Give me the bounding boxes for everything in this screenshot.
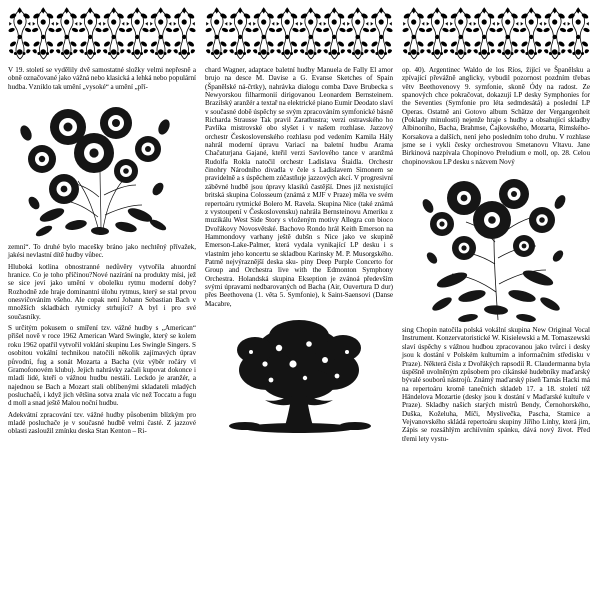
- floral-ornament-band: [205, 6, 393, 62]
- engraved-flower-bouquet: [8, 97, 196, 237]
- floral-ornament-band: [8, 6, 196, 62]
- paragraph: chard Wagner, adaptace baletní hudby Manuela de Fally El amor brujo na desce M. Davise a G. Evanse Sketches of Spain (Španělské ná-črtky), nahrávka dialogu comba Dave Brubecka s Newyorskou filharmonií dirigovanou Leonardem Bernsteinem. Brazilský aranžér a textař na elektrické piano Eumir Deodato slaví v současné době úspěchy se svým zpracováním symfonické básně Richarda Strausse Tak pravil Zarathustra; verzi ostravského ho Pavlíka mistrovské obo slyšet i v našem rozhlase. Jazzový orchestr Československého rozhlasu pod vedením Kamila Hály nahrál moderní úpravu Variací na baletní hudbu Arama Chačaturjana Gajané, kteřil verzi Savlového tance v aranžmá Rudolfa Rokla natočil orchestr Ladislava Štaidla. Orchestr činohry Národního divadla v čele s Ladislavem Simonem se pravidelně a s úspěchem zúčastňuje jazzových akcí. V progresivní záběvné hudbě jsou úpravy klasiků častější. Dnes již nexistující britská skupina Colosseum (známá z MJF v Praze) měla ve svém repertoáru rytmické Bolero M. Ravela. Skupina Nice (také známá z vystoupení v Československu) nahrála Bernsteinovu Ameriku z muzikálu West Side Story s vloženým motivy Allegra con bioco Dvořákovy Novosvětské. Bachovo Rondo hrál Keith Emerson na Hammondovy varhany ještě dubšn s Nice jako ve skupině Emerson-Lake-Palmer, která vydala vynikající LP desku i s vlastním jeho koncertu se skladbou Karinsky M. P. Musorgského. Patrně nejvýraznější deska sku- piny Deep Purple Concerto for Group and Orchestra live with the Edmonton Symphony Orchestra. Holandská skupina Ekseption je zvánoá především svými úpravami nedbarovaných od Bacha (Air, Ouvertura D dur) přes Beethovena (1. věta 5. Symfonie), k Saint-Saensovi (Danse Macabre,: [205, 66, 393, 308]
- paragraph: Hluboká kotlina obnostranné nedůvěry vytvořila ahuordní hranice. Co je toho příčinou?Nové nazírání na produkty mísi, jež se sice jeví jako umění v obolelku rytmu moderní doby? Rozhodně zde hraje dominantní úlohu rytmus, který se stal prvou onesvičováním všeho. Ale copak není Johann Sebastian Bach v množších skladbách rytmicky strhující? A byl i pro své současníky.: [8, 262, 196, 321]
- right-column: [402, 6, 590, 596]
- paragraph: S určitým pokusem o smíření tzv. vážné hudby s „American“ přišel nově v roce 1962 American Ward Swingle, který se kolem roku 1962 opatřil vytvořil voklání skupinu Les Swingle Singers. S osobitou vokální technikou natočili několik zajímavých úprav původní, fug a sonát Mozarta a Bacha (viz výběr ročáry vl Gramofonovém klubu). Jejich nahrávky začali kupovat dokonce i mladí lidé, kteří o vážnou hudbu nestáli. Leckdo je aranžér, a najednou se Bach a Mozart stali oblíbenými skladateli mladých posluchačů, i když jich většina sotva znala víc než Toccatu a fugu d moll a snad ještě Malou noční hudbu.: [8, 324, 196, 408]
- paragraph: V 19. století se vydělily dvě samostatné složky velmi nepřesně a obně označované jako vážná nebo klasická a lehká nebo populární hudba. Vzniklo tak umění „vysoké“ a umění „pří-: [8, 66, 196, 91]
- paragraph: zemní“. To druhé bylo macešky bráno jako nechtěný přívažek, jakési nevlastní dítě hudby vůbec.: [8, 243, 196, 260]
- paragraph: sing Chopin natočila polská vokální skupina New Original Vocal Instrument. Konzervatoristické W. Kisielewski a M. Tomaszewski slaví úspěchy s vážnou hudbou zpracovanou jako tvůrci i desky jsou k dostání v Polském kulturním a informačním středisku v Praze). Některá čísla z Dvořákých rapsodií R. Claudermanna byla úspěšně uvolněným způsobem pro cikánské hudebníky maďarský bývalé souborů nástrojů. Známý maďarský píseň Tamás Hacki má na repertoáru kromě tanečních skladeb 17. a 18. století též Händelova Mozartie (desky jsou k dostání v Maďarské kultuře v Praze). Skladby našich starých mistrů Bendy, Černohorského, Duška, Koželuha, Míči, Myslivečka, Pascha, Stamice a Vejvanovského skládá repertoáru skupiny Jiřího Linhy, která jim, Zápis se rozsáhlým archiívním spánku, dává nový život. Před třemi lety vystu-: [402, 326, 590, 443]
- left-column: [8, 6, 196, 596]
- engraved-tree: [205, 314, 393, 434]
- paragraph: Adekvátní zpracování tzv. vážné hudby působením blízkým pro mladé posluchače je v současné hudbě velmi časté. Z jazzové oblasti zasloužil zmínku deska Stan Kenton – Ri-: [8, 410, 196, 436]
- engraved-plant-with-blossoms: [402, 172, 590, 322]
- middle-column: [205, 6, 393, 596]
- floral-ornament-band: [402, 6, 590, 62]
- columns-container: [8, 6, 592, 596]
- paragraph: op. 40). Argentinec Waldo de los Ríos, žijící ve Španělsku a zpívající převážně anglicky, vybudil pozornost pozdním třebas větv Beethovenovy 9. symfonie, skoně Ódy na radost. Ze spanových chce pokračovat, dokazují LP desky Symphonies for the Seventies (Symfonie pro léta sedmdesátá) a poslední LP Operas. Ostatně ani Gotovo album Schätze der Vergangenheit (Poklady minulosti) nejenže hraje s hudby a obsahující skladby Albinoniho, Bacha, Brahmse, Čajkovského, Mozarta, Rimského-Korsakova a dalších, není jeho posledním toho druhu. V rozhlase jsme se i vykli česky orchestrovou Smetanovu Vltavu. Jane Birkinová nazpívala Chopinovo Preludium e moll, op. 28. Celou chopinovskou LP desku s názvem Nový: [402, 66, 590, 166]
